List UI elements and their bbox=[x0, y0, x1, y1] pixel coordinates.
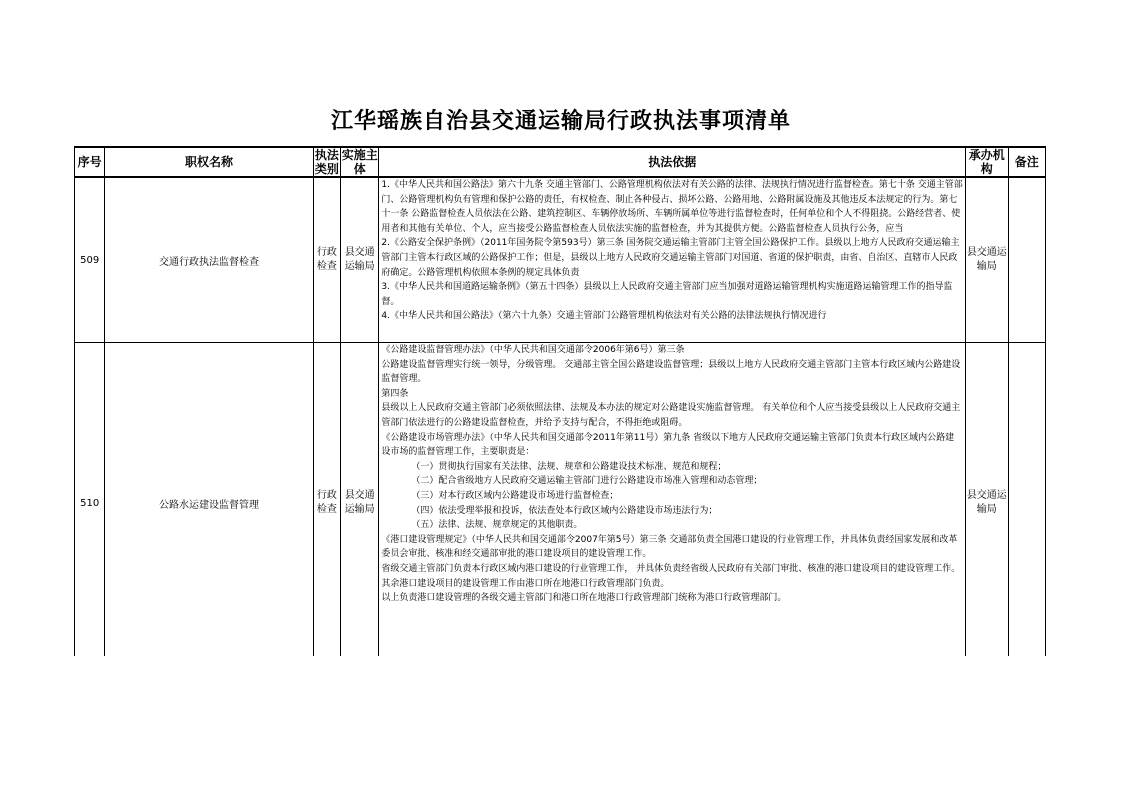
row-org: 县交通运输局 bbox=[966, 177, 1008, 343]
row-basis bbox=[379, 343, 966, 657]
basis-line: 公路建设监督管理实行统一领导，分级管理。 交通部主管全国公路建设监督管理；县级以上地方人民政府交通主管部门主管本行政区域内公路建设监督管理。 bbox=[381, 359, 961, 385]
basis-line: （二）配合省级地方人民政府交通运输主管部门进行公路建设市场准入管理和动态管理； bbox=[411, 476, 763, 487]
header-org: 承办机构 bbox=[966, 147, 1008, 177]
row-type: 行政检查 bbox=[313, 343, 340, 657]
header-basis: 执法依据 bbox=[379, 147, 966, 177]
basis-line: 省级交通主管部门负责本行政区域内港口建设的行业管理工作， 并具体负责经省级人民政府有关部门审批、核准的港口建设项目的建设管理工作。 bbox=[381, 563, 961, 574]
basis-line: 《公路建设监督管理办法》（中华人民共和国交通部令2006年第6号）第三条 bbox=[381, 345, 685, 355]
row-type: 行政检查 bbox=[313, 177, 340, 343]
row-note bbox=[1008, 343, 1045, 657]
table-row bbox=[75, 343, 1046, 657]
basis-line: 1.《中华人民共和国公路法》第六十九条 交通主管部门、公路管理机构依法对有关公路的法律、法规执行情况进行监督检查。第七十条 交通主管部门、公路管理机构负有管理和保护公路的责任，有权检查、制止各种侵占、损坏公路、公路用地、公路附属设施及其他违反本法规定的行为。第七十一条 公路监督检查人员依法在公路、建筑控制区、车辆停放场所、车辆所属单位等进行监督检查时，任何单位和个人不得阻挠。公路经营者、使用者和其他有关单位、个人，应当接受公路监督检查人员依法实施的监督检查，并为其提供方便。公路监督检查人员执行公务，应当 bbox=[381, 180, 963, 234]
header-name: 职权名称 bbox=[105, 147, 313, 177]
basis-line: 《公路建设市场管理办法》（中华人民共和国交通部令2011年第11号）第九条 省级以下地方人民政府交通运输主管部门负责本行政区域内公路建设市场的监督管理工作，主要职责是： bbox=[381, 432, 955, 458]
basis-line: 其余港口建设项目的建设管理工作由港口所在地港口行政管理部门负责。 bbox=[381, 578, 670, 589]
basis-line: 2.《公路安全保护条例》（2011年国务院令第593号）第三条 国务院交通运输主管部门主管全国公路保护工作。县级以上地方人民政府交通运输主管部门主管本行政区域的公路保护工作；但是，县级以上地方人民政府交通运输主管部门对国道、省道的保护职责，由省、自治区、直辖市人民政府确定。公路管理机构依照本条例的规定具体负责 bbox=[381, 238, 960, 278]
header-note: 备注 bbox=[1008, 147, 1045, 177]
row-no: 509 bbox=[75, 177, 105, 343]
basis-line: （四）依法受理举报和投诉，依法查处本行政区域内公路建设市场违法行为； bbox=[411, 505, 718, 516]
basis-line: 3.《中华人民共和国道路运输条例》（第五十四条）县级以上人民政府交通主管部门应当加强对道路运输管理机构实施道路运输管理工作的指导监督。 bbox=[381, 282, 953, 307]
row-name: 交通行政执法监督检查 bbox=[105, 177, 313, 343]
row-basis bbox=[379, 177, 966, 343]
row-org: 县交通运输局 bbox=[966, 343, 1008, 657]
row-note bbox=[1008, 177, 1045, 343]
header-type: 执法类别 bbox=[314, 148, 339, 176]
header-no: 序号 bbox=[75, 147, 105, 177]
row-no: 510 bbox=[75, 343, 105, 657]
table-header-row bbox=[75, 147, 1046, 177]
page-title: 江华瑶族自治县交通运输局行政执法事项清单 bbox=[330, 108, 791, 134]
basis-line: 县级以上人民政府交通主管部门必须依照法律、法规及本办法的规定对公路建设实施监督管理。 有关单位和个人应当接受县级以上人民政府交通主管部门依法进行的公路建设监督检查，并给予支持与配合，不得拒绝或阻碍。 bbox=[381, 403, 961, 428]
row-subject: 县交通运输局 bbox=[340, 343, 378, 657]
enforcement-table bbox=[74, 146, 1046, 656]
basis-line: （三）对本行政区域内公路建设市场进行监督检查； bbox=[411, 490, 619, 501]
row-subject: 县交通运输局 bbox=[340, 177, 378, 343]
basis-line: （一）贯彻执行国家有关法律、法规、规章和公路建设技术标准、规范和规程； bbox=[411, 461, 727, 472]
basis-line: 以上负责港口建设管理的各级交通主管部门和港口所在地港口行政管理部门统称为港口行政管理部门。 bbox=[381, 593, 787, 604]
row-name: 公路水运建设监督管理 bbox=[105, 343, 313, 657]
header-subject: 实施主体 bbox=[341, 148, 378, 176]
basis-line: 《港口建设管理规定》（中华人民共和国交通部令2007年第5号）第三条 交通部负责全国港口建设的行业管理工作，并具体负责经国家发展和改革委员会审批、核准和经交通部审批的港口建设项目的建设管理工作。 bbox=[381, 534, 958, 560]
table-row bbox=[75, 177, 1046, 343]
basis-line: （五）法律、法规、规章规定的其他职责。 bbox=[411, 520, 583, 531]
basis-line: 4.《中华人民共和国公路法》（第六十九条）交通主管部门公路管理机构依法对有关公路的法律法规执行情况进行 bbox=[381, 311, 827, 322]
basis-line: 第四条 bbox=[381, 388, 409, 399]
enforcement-table-container bbox=[74, 146, 1046, 656]
